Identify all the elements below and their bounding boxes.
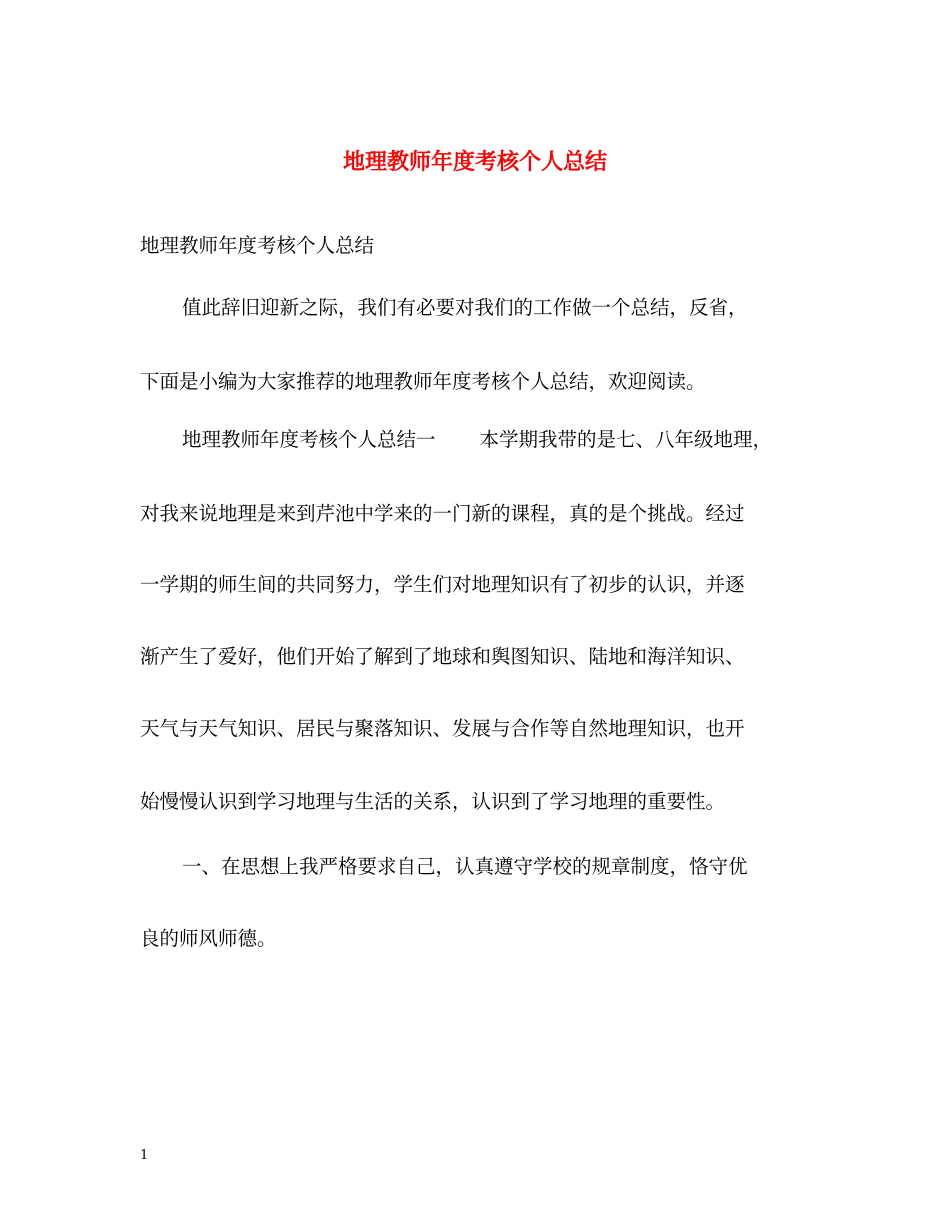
paragraph-1-line: 对我来说地理是来到芹池中学来的一门新的课程，真的是个挑战。经过 bbox=[140, 502, 745, 525]
intro-line-1: 值此辞旧迎新之际，我们有必要对我们的工作做一个总结，反省， bbox=[182, 296, 748, 319]
paragraph-1-line: 一学期的师生间的共同努力，学生们对地理知识有了初步的认识，并逐 bbox=[140, 573, 745, 596]
subtitle: 地理教师年度考核个人总结 bbox=[140, 234, 375, 257]
section-heading-line bbox=[182, 426, 772, 454]
point-1-line-2: 良的师风师德。 bbox=[140, 927, 277, 950]
paragraph-1-opening: 本学期我带的是七、八年级地理， bbox=[479, 428, 773, 451]
page-number: 1 bbox=[140, 1148, 149, 1163]
paragraph-1-line: 天气与天气知识、居民与聚落知识、发展与合作等自然地理知识，也开 bbox=[140, 717, 745, 740]
document-title: 地理教师年度考核个人总结 bbox=[342, 149, 607, 175]
paragraph-1-line: 渐产生了爱好，他们开始了解到了地球和舆图知识、陆地和海洋知识、 bbox=[140, 645, 745, 668]
section-heading: 地理教师年度考核个人总结一 bbox=[182, 428, 436, 451]
paragraph-1-line: 始慢慢认识到学习地理与生活的关系，认识到了学习地理的重要性。 bbox=[140, 790, 726, 813]
intro-line-2: 下面是小编为大家推荐的地理教师年度考核个人总结，欢迎阅读。 bbox=[140, 370, 706, 393]
point-1-line-1: 一、在思想上我严格要求自己，认真遵守学校的规章制度，恪守优 bbox=[182, 855, 748, 878]
